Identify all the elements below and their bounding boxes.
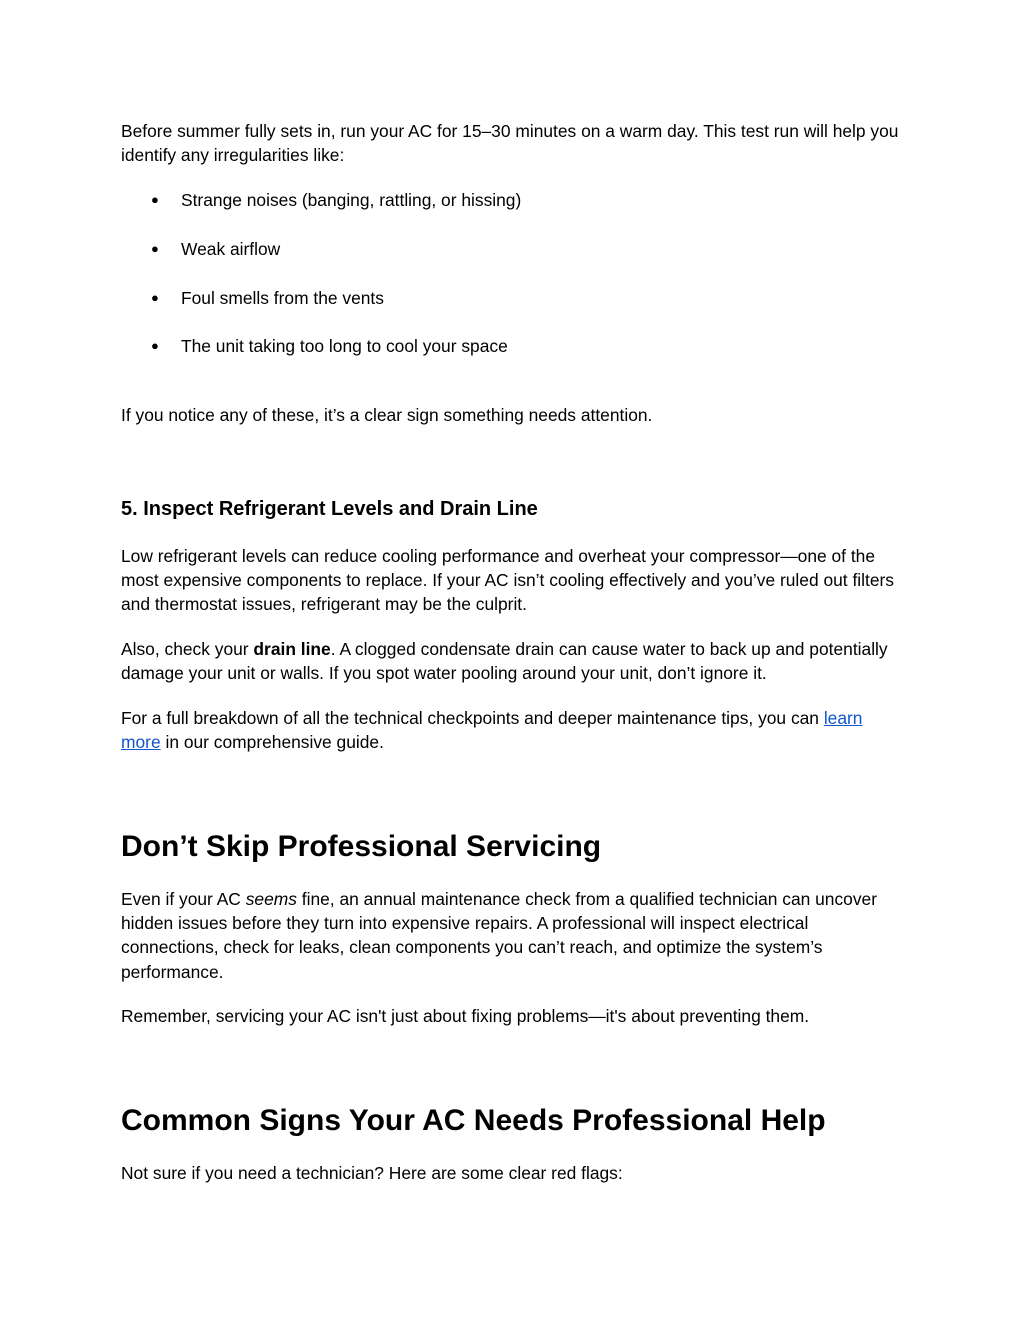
bullet-icon: ● xyxy=(151,290,159,305)
intro-paragraph: Before summer fully sets in, run your AC for 15–30 minutes on a warm day. This test run will help you identify any irregularities like: xyxy=(121,121,899,166)
signs-heading: Common Signs Your AC Needs Professional Help xyxy=(121,1104,826,1137)
list-item-text: Foul smells from the vents xyxy=(181,288,384,308)
list-item-text: Weak airflow xyxy=(181,239,281,259)
drain-line-text-after: . A clogged condensate drain can cause water to back up and potentially damage your unit or walls. If you spot water pooling around your unit, don’t ignore it. xyxy=(121,639,888,684)
servicing-italic: seems xyxy=(245,889,297,909)
section-5-heading: 5. Inspect Refrigerant Levels and Drain Line xyxy=(121,498,538,520)
bullet-icon: ● xyxy=(151,338,159,353)
drain-line-text-before: Also, check your xyxy=(121,639,254,659)
list-item-text: Strange noises (banging, rattling, or hissing) xyxy=(181,190,522,210)
bullet-icon: ● xyxy=(151,241,159,256)
servicing-text-before: Even if your AC xyxy=(121,889,246,909)
drain-line-paragraph xyxy=(121,637,906,685)
servicing-heading: Don’t Skip Professional Servicing xyxy=(121,830,602,863)
learn-more-link[interactable]: learn more xyxy=(121,708,863,753)
drain-line-bold: drain line xyxy=(253,639,331,659)
bullet-icon: ● xyxy=(151,192,159,207)
refrigerant-paragraph: Low refrigerant levels can reduce cooling performance and overheat your compressor—one of the most expensive components to replace. If your AC isn’t cooling effectively and you’ve ruled out filters and thermostat issues, refrigerant may be the culprit. xyxy=(121,546,894,615)
servicing-paragraph xyxy=(121,887,906,984)
guide-text-before: For a full breakdown of all the technical checkpoints and deeper maintenance tips, you can xyxy=(121,708,824,728)
guide-text-after: in our comprehensive guide. xyxy=(160,732,384,753)
guide-paragraph xyxy=(121,706,906,754)
notice-paragraph: If you notice any of these, it’s a clear sign something needs attention. xyxy=(121,405,653,425)
list-item-text: The unit taking too long to cool your space xyxy=(181,336,508,356)
signs-paragraph: Not sure if you need a technician? Here are some clear red flags: xyxy=(121,1163,623,1183)
servicing-text-after: fine, an annual maintenance check from a qualified technician can uncover hidden issues before they turn into expensive repairs. A professional will inspect electrical connections, check for leaks, clean components you can’t reach, and optimize the system’s performance. xyxy=(121,889,877,982)
reminder-paragraph: Remember, servicing your AC isn't just about fixing problems—it's about preventing them. xyxy=(121,1006,810,1026)
